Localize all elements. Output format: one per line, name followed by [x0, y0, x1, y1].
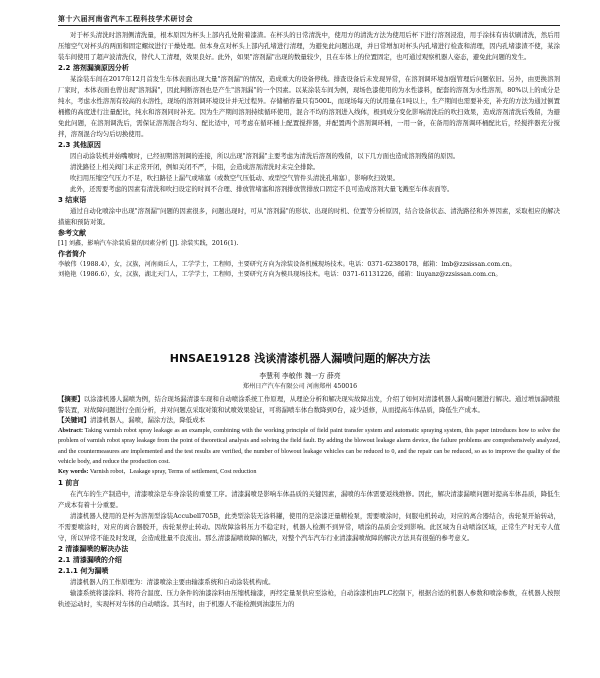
- references-heading: 参考文献: [58, 229, 86, 237]
- article-affiliation: 郑州日产汽车有限公司 河南郑州 450016: [242, 383, 358, 390]
- paragraph: 清漆机器人使用的是杯为溶剂型涂装Accubell705B，此类型涂装无涂料罐，使用的是涂漆迂量精检泵，需要喷涂时，伺服电机转动，对应的离合器结合，齿轮泵开始转动，不需要喷涂时，对应的离合器脱开，齿轮泵停止转动。因故障涂料压力不稳定时，机器人检测不到异常，喷涂的品质会受到影响。此区域为自动喷涂区域，正常生产时无专人值守，所以异常不能及时发现，会造成批量不良流出。那么清漆漏喷故障的解决，对整个汽车汽车行业清漆漏喷故障的解决方法具有很强的参考意义。: [58, 511, 560, 542]
- section-heading: 2.3 其他原因: [58, 141, 101, 149]
- keywords-cn: [58, 415, 560, 426]
- subsubsection-heading: 2.1.1 何为漏喷: [58, 566, 109, 575]
- abstract-label: 【摘要】: [58, 395, 84, 403]
- section-heading: 2 清漆漏喷的解决办法: [58, 544, 129, 553]
- keywords-en: [58, 467, 560, 477]
- section-heading: 1 前言: [58, 478, 80, 487]
- running-header: 第十六届河南省汽车工程科技学术研讨会: [58, 15, 193, 23]
- keywords-en-label: Key words:: [58, 468, 89, 476]
- paragraph: 清洗路径上相关阀门未正常开闭，例如关闭不严，卡阻，会造成溶剂清洗时未完全排除。: [70, 163, 320, 171]
- paragraph: 通过自动化喷涂中出现"溶剂漏"问题的因素很多，问题出现时，可从"溶剂漏"的形状、出现的时机、位置等分析原因，结合设备状态、清洗路径和外界因素，采取相应的解决措施和预防对策。: [58, 207, 560, 226]
- keywords-label: 【关键词】: [58, 416, 90, 425]
- abstract-cn: [58, 394, 560, 415]
- abstract-text: 以涂漆机器人漏喷为例，结合现场漏清漆车现和自动喷涂系统工作原理，从理论分析和解决现实故障出发，介绍了如何对清漆机器人漏喷问题进行解决。通过增加漏喷报警装置，对故障问题进行全面分析，并对问题点采取对策和试喷效果验证，可将漏喷车体台数降到0台，减少返修，从而提高车体品质，降低生产成本。: [58, 395, 561, 414]
- reference-item: [1] 刘鑫，影响汽车涂装质量的因素分析 [J]. 涂装实践，2016(1).: [58, 240, 239, 247]
- subsection-heading: 2.1 清漆漏喷的介绍: [58, 555, 122, 564]
- section-heading: 3 结束语: [58, 196, 87, 204]
- abstract-en-label: Abstract:: [58, 426, 84, 434]
- header-rule: [58, 25, 560, 26]
- author-bio: 刘艳艳（1986.6），女，汉族，湖北天门人，工学学士，工程师，主要研究方向为模具现场技术。电话：0371-61131226，邮箱：liuyanz@zzsissan.com.cn。: [58, 271, 502, 278]
- first-article-body: [58, 30, 560, 280]
- paragraph: 吹扫用压缩空气压力不足，吹扫路径上漏气或堵塞（或数空气压低动、或型空气管件头清洗孔堵塞），影响吹扫效果。: [70, 174, 400, 182]
- paragraph: 某涂装车间在2017年12月首发生车体表面出现大量"溶剂漏"的情况，造成重大的设备停线。排查设备后未发现异常，在溶剂调环境加强管理后问题依旧。另外，由更换溶剂厂家时，本体表面也曾出现"溶剂漏"，因此判断溶剂也是产生"溶剂漏"的一个因素。以某涂装车间为例，现场色漆使用的为水性漆料，配套的溶剂为水性溶剂，80%以上的成分是纯水，考虑水性溶剂有较高的水溶性，现场的溶剂调环境设计并无过程异。存储桶容量只有500L，而现场每天的试用量在1吨以上，生产期间也需要补充，补充的方法为通过倒置桶搬的高度进行注量配比，纯水和溶剂同时补充。因为生产期间溶剂持续循环使用，混合不均的溶剂进入线体，极到成分变化影响清洗后的吹扫效果，造成溶剂清洗后残留，为避免此问题，在溶剂调洗后，需保证溶剂混合均匀、配比适中，可考虑在循环桶上配置搅拌器，并配置两个溶剂调环桶，一用一备，在备用的溶剂调环桶配比后，经搅拌器充分搅拌，溶剂混合均匀后切换使用。: [58, 75, 560, 138]
- abstract-en-text: Taking varnish robot spray leakage as an example, combining with the working principle of field paint transfer system and automatic spraying system, this paper introduces how to solve the problem of varnish robot spray leakage from the point of theoretical analysis and solving the field fault. By adding the blowout leakage alarm device, the failure problems are comprehensively analyzed, and the countermeasures are implemented and the test results are verified, the number of blowout leakage vehicles can be reduced to 0, and the repair can be reduced, so as to improve the quality of the vehicle body, and reduce the production cost.: [58, 426, 561, 465]
- author-bio: 李敏伟（1988.4），女，汉族，河南商丘人，工学学士，工程师，主要研究方向为涂装设备机械现场技术。电话：0371-62380178，邮箱：lmb@zzsissan.com.cn。: [58, 261, 516, 268]
- article-title: HNSAE19128 浅谈清漆机器人漏喷问题的解决方法: [169, 352, 431, 365]
- paragraph: 在汽车的生产制造中，清漆喷涂是车身涂装的重要工序。清漆漏喷是影响车体品质的关键因素，漏喷的车体需要返线维修。因此，解决清漆漏喷问题对提高车体品质，降低生产成本有着十分重要。: [58, 489, 560, 509]
- paragraph: 对于杯头清洗时溶剂侧清洗量，根本原因为杯头上部内孔处附着漆渣。在杯头的日常清洗中，使用方的清洗方法为使用后杯下进行溶剂浸泡，用手涂抹有齿状刷清洗，然后用压缩空气对杯头的两面和固定螺纹进行干燥处理。但本身点对杯头上部内孔堵进行清理，为避免此问题出现，并日常增加对杯头内孔堵进行检查和清理，因内孔堵漆渣不使，某涂装车间使用了超声波清洗仪，替代人工清理，效果良好。此外，如果"溶剂漏"出现的数量较少，且在车体上的位置固定，也可通过观察机器人姿态，避免此问题的发生。: [58, 31, 560, 61]
- paragraph: 输漆系统将漆涂料、将符合温度、压力条件的油漆涂料由压缩机输漆，再经定量泵供应至涂枪，自动涂漆机由PLC控制下，根据合适的机器人参数和喷涂参数，在机器人按照轨迹运动时，实现杯对车体的自动喷涂。其当时，由于机器人不能检测到油漆压力的: [58, 588, 560, 608]
- keywords-en-text: Varnish robot，Leakage spray, Terms of settlement, Cost reduction: [89, 468, 257, 476]
- author-bio-heading: 作者简介: [58, 250, 86, 258]
- article-authors: 李慧利 李敏伟 魏一方 薛亮: [259, 372, 341, 380]
- paragraph: 清漆机器人的工作原理为：清漆喷涂主要由输漆系统和自动涂装机构成。: [70, 577, 275, 586]
- keywords-text: 清漆机器人，漏喷，漏涂方法，降低成本: [89, 416, 205, 425]
- section-heading: 2.2 溶剂漏滴原因分析: [58, 64, 129, 72]
- paragraph: 此外，还需要考虑的因素有清洗和吹扫设定的时间不合理、排放管堵塞和溶剂排放管排放口固定不良可造成溶剂大量飞溅至车体表面等。: [70, 185, 454, 193]
- abstract-en: [58, 426, 560, 468]
- paragraph: 因自动涂装机并始嘴喷时，已经初期溶剂调的连接，所以出现"溶剂漏"主要考虑为清洗后溶剂的残留，以下几方面也造成溶剂残留的原因。: [70, 152, 460, 160]
- second-article-body: [58, 394, 560, 610]
